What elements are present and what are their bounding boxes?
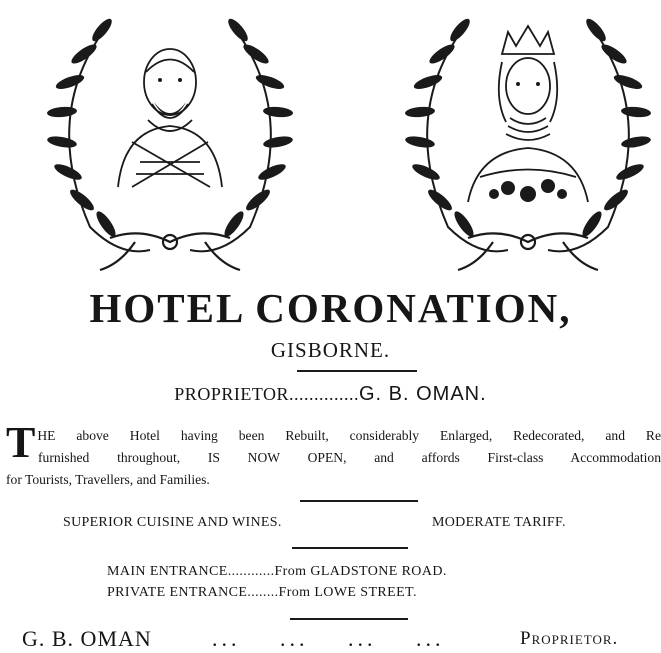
divider-rule xyxy=(300,500,418,502)
cuisine-feature: SUPERIOR CUISINE AND WINES. xyxy=(63,515,282,530)
proprietor-name: G. B. OMAN. xyxy=(359,383,487,405)
proprietor-line xyxy=(0,384,661,404)
hotel-name-heading: HOTEL CORONATION, xyxy=(89,285,572,331)
divider-rule xyxy=(297,370,417,372)
drop-cap: T xyxy=(6,418,36,467)
signature-leader-dots: ... ... ... ... xyxy=(212,626,445,651)
private-entrance-line: PRIVATE ENTRANCE........From LOWE STREET. xyxy=(107,585,417,600)
laurel-wreath-portrait-queen-icon xyxy=(398,2,658,278)
main-entrance-line: MAIN ENTRANCE............From GLADSTONE ROAD. xyxy=(107,564,447,579)
town-name: GISBORNE. xyxy=(270,338,391,362)
description-line: furnished throughout, IS NOW OPEN, and affords First-class Accommodation xyxy=(38,450,661,465)
laurel-wreath-portrait-king-icon xyxy=(40,2,300,278)
proprietor-label: PROPRIETOR.............. xyxy=(174,384,359,404)
portrait-queen xyxy=(398,2,658,278)
divider-rule xyxy=(292,547,408,549)
signature-title: Proprietor. xyxy=(520,628,619,649)
signature-name: G. B. OMAN xyxy=(22,626,152,651)
description-line: for Tourists, Travellers, and Families. xyxy=(6,472,210,487)
tariff-feature: MODERATE TARIFF. xyxy=(432,515,566,530)
divider-rule xyxy=(290,618,408,620)
description-paragraph xyxy=(6,418,661,491)
portrait-king xyxy=(40,2,300,278)
description-line: HE above Hotel having been Rebuilt, considerably Enlarged, Redecorated, and Re xyxy=(37,428,661,443)
